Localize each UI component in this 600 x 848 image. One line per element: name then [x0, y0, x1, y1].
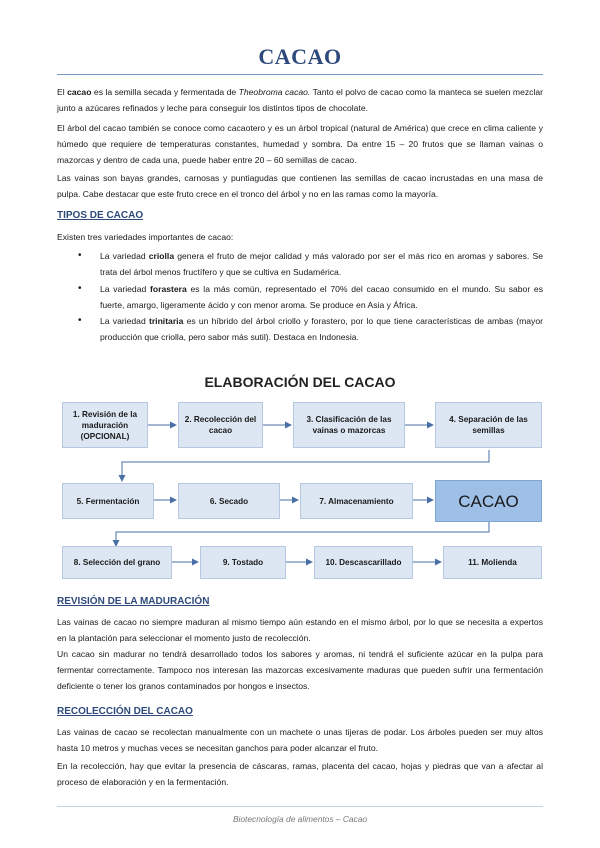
step-box-10: 10. Descascarillado	[314, 546, 413, 579]
step-box-6: 6. Secado	[178, 483, 280, 519]
tipos-lead: Existen tres variedades importantes de cacao:	[57, 232, 234, 242]
recoleccion-paragraph-1: Las vainas de cacao se recolectan manualmente con un machete o unas tijeras de podar. Los árboles pueden ser muy altos hasta 10 metros y muchas veces se necesitan ganchos para poder alcanzar el fruto.	[57, 727, 543, 754]
recoleccion-paragraph-2: En la recolección, hay que evitar la presencia de cáscaras, ramas, placenta del cacao, hojas y piedras que van a afectar al proceso de elaboración y en la fermentación.	[57, 761, 543, 788]
tipo-variety: criolla	[148, 251, 175, 261]
tipo-variety: trinitaria	[148, 316, 184, 326]
step-box-7: 7. Almacenamiento	[300, 483, 413, 519]
step-box-2: 2. Recolección del cacao	[178, 402, 263, 448]
tipos-heading: TIPOS DE CACAO	[57, 210, 144, 221]
page-footer: Biotecnología de alimentos – Cacao	[232, 814, 368, 824]
intro-text: Tanto el polvo de cacao como la manteca se suelen mezclar junto a azúcares refinados y leche para conseguir los distintos tipos de chocolate.	[57, 87, 543, 114]
intro-text: es la semilla secada y fermentada de	[91, 87, 239, 97]
recoleccion-heading: RECOLECCIÓN DEL CACAO	[57, 706, 193, 717]
diagram-title: ELABORACIÓN DEL CACAO	[204, 374, 396, 390]
step-box-9: 9. Tostado	[200, 546, 286, 579]
page-title: CACAO	[258, 44, 342, 69]
intro-bold-term: cacao	[67, 87, 92, 97]
cacao-product-box: CACAO	[435, 480, 542, 522]
tipo-text: La variedad	[100, 284, 150, 294]
tipo-text: La variedad	[100, 251, 149, 261]
tipo-variety: forastera	[149, 284, 187, 294]
revision-paragraph-1: Las vainas de cacao no siempre maduran al mismo tiempo aún estando en el mismo árbol, por lo que se necesita a expertos en la plantación para seleccionar el momento justo de recolección.	[57, 617, 543, 644]
revision-heading: REVISIÓN DE LA MADURACIÓN	[57, 596, 210, 607]
tipo-text: es la más común, representado el 70% del cacao consumido en el mundo. Su sabor es fuerte, amargo, ligeramente ácido y con menor aroma. Se produce en Asia y África.	[100, 284, 543, 311]
tipo-text: es un híbrido del árbol criollo y forastero, por lo que tiene características de ambas (mayor producción que criolla, pero sabor más sutil). Destaca en Indonesia.	[100, 316, 543, 343]
step-box-8: 8. Selección del grano	[62, 546, 172, 579]
intro-text: El	[57, 87, 68, 97]
step-box-5: 5. Fermentación	[62, 483, 154, 519]
arrow	[116, 522, 489, 546]
bullet-icon: •	[78, 250, 82, 261]
species-name: Theobroma cacao.	[238, 87, 311, 97]
arrow	[122, 450, 489, 481]
tipo-text: genera el fruto de mejor calidad y más valorado por ser el más rico en aromas y sabores. Se trata del árbol menos fructífero y que se cultiva en Sudamérica.	[100, 251, 543, 278]
step-box-1: 1. Revisión de la maduración (OPCIONAL)	[62, 402, 148, 448]
revision-paragraph-2: Un cacao sin madurar no tendrá desarrollado todos los sabores y aromas, ni tendrá el suficiente azúcar en la pulpa para fermentar correctamente. Tampoco nos interesan las mazorcas excesivamente maduras que pueden sufrir una fermentación deficiente o tener los granos contaminados por hongos e insectos.	[57, 649, 543, 692]
tipo-text: La variedad	[100, 316, 149, 326]
step-box-3: 3. Clasificación de las vainas o mazorcas	[293, 402, 405, 448]
intro-paragraph-2: El árbol del cacao también se conoce como cacaotero y es un árbol tropical (natural de América) que crece en clima caliente y húmedo que requiere de temperaturas constantes, humedad y sombra. Da entre 15 – 20 frutos que se llaman vainas o mazorcas y dentro de cada una, puede haber entre 20 – 60 semillas de cacao.	[57, 123, 543, 166]
bullet-icon: •	[78, 283, 82, 294]
step-box-4: 4. Separación de las semillas	[435, 402, 542, 448]
footer-divider	[57, 806, 543, 807]
intro-paragraph-3: Las vainas son bayas grandes, carnosas y puntiagudas que contienen las semillas de cacao incrustadas en una masa de pulpa. Cabe destacar que este fruto crece en el tronco del árbol y no en las ramas como la mayoría.	[57, 173, 543, 200]
step-box-11: 11. Molienda	[443, 546, 542, 579]
bullet-icon: •	[78, 315, 82, 326]
